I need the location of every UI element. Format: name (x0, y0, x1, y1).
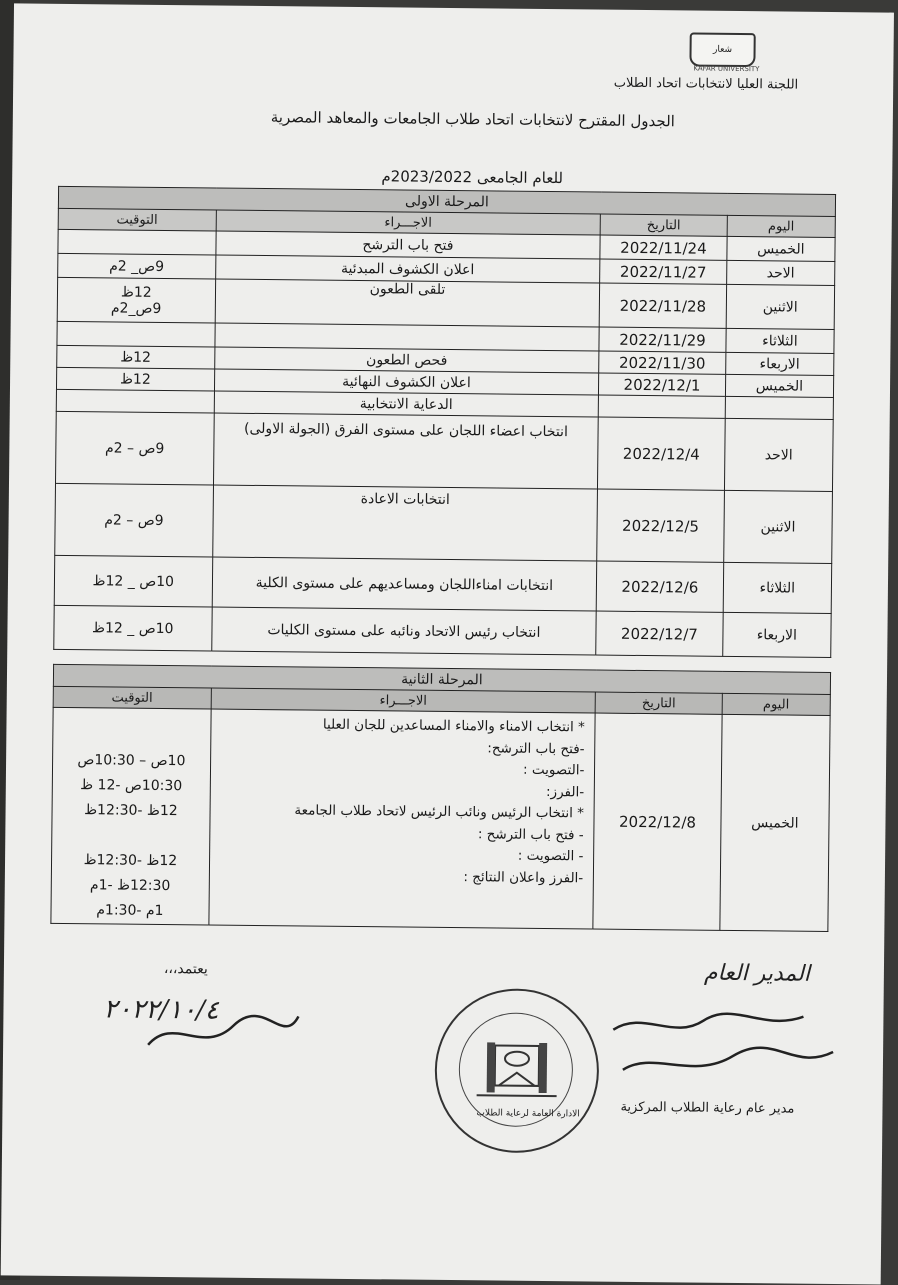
cell-day: الثلاثاء (726, 328, 834, 353)
cell-time-list (51, 707, 211, 925)
signature-icon (603, 1000, 844, 1103)
cell-time: 9ص_ 2م (58, 253, 216, 279)
procedure-line: -الفرز واعلان النتائج : (463, 868, 584, 886)
cell-procedure: انتخابات الاعادة (212, 485, 597, 561)
table-row (54, 605, 831, 657)
procedure-line: * انتخاب الرئيس ونائب الرئيس لاتحاد طلاب الجامعة (294, 802, 585, 822)
cell-time: 12ظ (57, 345, 215, 369)
table-row (54, 555, 831, 613)
cell-time: 9ص – 2م (56, 411, 214, 485)
col-day: اليوم (722, 693, 830, 715)
col-day: اليوم (727, 215, 835, 237)
cell-time: 10ص _ 12ظ (54, 555, 212, 607)
cell-procedure: انتخابات امناءاللجان ومساعديهم على مستوى الكلية (212, 557, 597, 611)
cell-procedure: فتح باب الترشح (216, 231, 601, 259)
time-text: 12ظ (120, 284, 152, 301)
official-stamp (434, 988, 600, 1154)
cell-time (58, 229, 216, 255)
cell-date: 2022/11/29 (599, 327, 726, 352)
cell-day: الاربعاء (722, 612, 831, 657)
logo-caption: KAFAR UNIVERSITY (693, 64, 760, 74)
handwritten-date: ٢٠٢٢/١٠/٤ (103, 994, 219, 1026)
cell-time: 10ص _ 12ظ (54, 605, 212, 651)
col-time: التوقيت (53, 686, 211, 709)
cell-procedure: اعلان الكشوف المبدئية (215, 255, 600, 283)
table-row (56, 411, 834, 491)
director-title: مدير عام رعاية الطلاب المركزية (620, 1099, 795, 1117)
cell-date: 2022/11/28 (599, 283, 726, 328)
phase2-schedule-table (50, 664, 831, 932)
time-text: 9ص_2م (110, 299, 162, 317)
procedure-line: - التصويت : (517, 847, 584, 865)
cell-day: الاحد (726, 260, 834, 285)
time-line: 12:30ظ -1م (89, 877, 171, 895)
procedure-line: -فتح باب الترشح: (487, 739, 585, 757)
procedure-line: - فتح باب الترشح : (477, 825, 584, 843)
cell-day: الاثنين (726, 284, 835, 329)
cell-day (725, 396, 833, 419)
university-logo: شعار (689, 32, 755, 67)
cell-date: 2022/11/30 (599, 351, 726, 374)
stamp-emblem-icon (436, 990, 598, 1152)
table-row (51, 707, 830, 931)
cell-time: 12ظ (56, 367, 214, 391)
cell-day: الثلاثاء (723, 562, 832, 613)
cell-day: الاحد (724, 418, 833, 491)
cell-time (57, 277, 215, 323)
cell-date: 2022/12/4 (598, 417, 725, 490)
col-time: التوقيت (58, 208, 216, 231)
cell-day: الخميس (727, 236, 835, 261)
cell-procedure: فحص الطعون (214, 347, 599, 373)
table-row (55, 483, 833, 563)
phase1-schedule-table (53, 186, 836, 658)
cell-date: 2022/12/6 (596, 561, 723, 612)
cell-date: 2022/12/7 (596, 611, 723, 656)
document-page (1, 3, 894, 1284)
procedure-line: * انتخاب الامناء والامناء المساعدين للجان العليا (322, 716, 585, 736)
cell-day: الاربعاء (725, 352, 833, 375)
cell-day: الخميس (720, 714, 831, 931)
cell-procedure-list (209, 709, 596, 929)
phase2-title: المرحلة الثانية (53, 664, 830, 694)
procedure-line: -التصويت : (522, 761, 585, 779)
time-spacer (56, 823, 205, 850)
time-line: 10:30ص -12 ظ (80, 777, 183, 795)
time-line: 12ظ -12:30ظ (84, 802, 178, 820)
cell-day: الاثنين (723, 490, 832, 563)
cell-time: 9ص – 2م (55, 483, 213, 557)
approval-label: يعتمد،،، (163, 961, 208, 978)
cell-procedure: اعلان الكشوف النهائية (214, 369, 599, 395)
director-general-label: المدير العام (703, 960, 811, 987)
document-title: الجدول المقترح لانتخابات اتحاد طلاب الجامعات والمعاهد المصرية (270, 108, 675, 131)
col-procedure: الاجـــراء (211, 688, 596, 713)
col-procedure: الاجـــراء (216, 210, 601, 235)
time-line: 10ص – 10:30ص (77, 752, 186, 770)
cell-date: 2022/12/1 (599, 373, 726, 396)
academic-year: للعام الجامعى 2023/2022م (381, 167, 564, 188)
cell-day: الخميس (725, 374, 833, 397)
procedure-line: -الفرز: (545, 783, 585, 800)
cell-procedure: الدعاية الانتخابية (214, 391, 599, 417)
cell-date (598, 395, 725, 418)
time-line: 12ظ -12:30ظ (83, 852, 178, 870)
cell-date: 2022/11/24 (600, 235, 727, 260)
col-date: التاريخ (595, 692, 722, 714)
handwritten-signature-left-icon (143, 1005, 304, 1067)
cell-time (56, 389, 214, 413)
col-date: التاريخ (600, 214, 727, 236)
phase1-title: المرحلة الاولى (58, 186, 835, 216)
time-line: 1م -1:30م (96, 902, 164, 920)
cell-procedure: تلقى الطعون (215, 279, 600, 327)
cell-date: 2022/12/8 (593, 713, 722, 930)
cell-procedure: انتخاب رئيس الاتحاد ونائبه على مستوى الكليات (211, 607, 596, 655)
cell-date: 2022/11/27 (600, 259, 727, 284)
cell-time (57, 321, 215, 347)
cell-date: 2022/12/5 (597, 489, 724, 562)
cell-procedure: انتخاب اعضاء اللجان على مستوى الفرق (الجولة الاولى) (213, 413, 598, 489)
stamp-text: الادارة العامة لرعاية الطلاب (476, 1108, 580, 1120)
committee-name: اللجنة العليا لانتخابات اتحاد الطلاب (613, 75, 799, 93)
